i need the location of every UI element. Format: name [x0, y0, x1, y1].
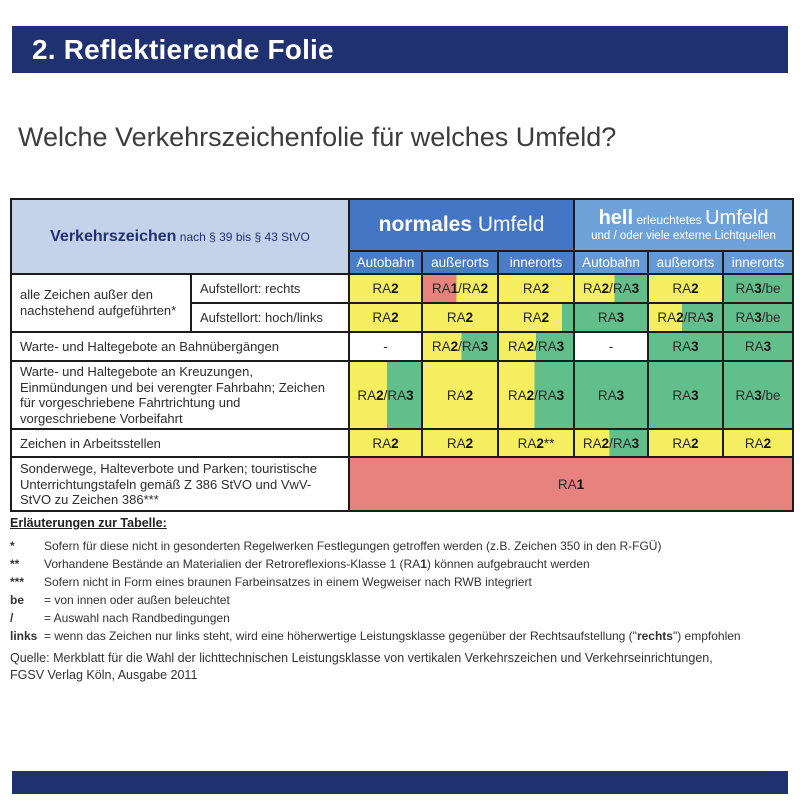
legend-title: Erläuterungen zur Tabelle:	[10, 516, 167, 530]
slide-title: 2. Reflektierende Folie	[32, 33, 334, 65]
ra-cell: RA2	[498, 303, 574, 332]
row-label: Zeichen in Arbeitsstellen	[11, 429, 349, 457]
ra-cell: RA3	[574, 361, 648, 429]
ra-cell: RA2	[349, 303, 422, 332]
column-header: außerorts	[422, 251, 498, 274]
ra-cell: RA2/RA3	[574, 274, 648, 303]
legend-marker: *	[10, 539, 15, 553]
ra-cell: -	[349, 332, 422, 361]
ra-cell: RA3/be	[723, 303, 793, 332]
ra-cell: RA2/RA3	[648, 303, 723, 332]
row-label: Warte- und Haltegebote an Bahnübergängen	[11, 332, 349, 361]
foil-table-wrapper	[10, 198, 794, 512]
ra-cell: RA2	[422, 429, 498, 457]
ra-cell: RA1	[349, 457, 793, 511]
ra-cell: RA3	[723, 332, 793, 361]
ra-cell: RA2/RA3	[574, 429, 648, 457]
legend-item	[10, 609, 792, 627]
ra-cell: RA3	[574, 303, 648, 332]
column-header: außerorts	[648, 251, 723, 274]
table-row	[11, 332, 793, 361]
ra-cell: RA2	[422, 303, 498, 332]
ra-cell: RA2/RA3	[498, 361, 574, 429]
column-header: innerorts	[498, 251, 574, 274]
source-line-2: FGSV Verlag Köln, Ausgabe 2011	[10, 668, 198, 682]
ra-cell: RA2**	[498, 429, 574, 457]
ra-cell: RA3	[648, 361, 723, 429]
row-label: Warte- und Haltegebote an Kreuzungen, Einmündungen und bei verengter Fahrbahn; Zeichen für vorgeschriebene Fahrtrichtung und vorgeschriebene Vorbeifahrt	[11, 361, 349, 429]
row-sublabel: Aufstellort: rechts	[191, 274, 349, 303]
legend-marker: /	[10, 611, 14, 625]
ra-cell: RA2	[422, 361, 498, 429]
source-line-1: Quelle: Merkblatt für die Wahl der lichttechnischen Leistungsklasse von vertikalen Verkehrszeichen und Verkehrseinrichtungen,	[10, 651, 713, 665]
table-header-row	[11, 199, 793, 251]
source-note	[10, 650, 792, 684]
ra-cell: -	[574, 332, 648, 361]
legend-text: = Auswahl nach Randbedingungen	[44, 611, 230, 625]
row-sublabel: Aufstellort: hoch/links	[191, 303, 349, 332]
page-title: Welche Verkehrszeichenfolie für welches Umfeld?	[18, 122, 617, 152]
ra-cell: RA2	[498, 274, 574, 303]
foil-table	[10, 198, 794, 512]
slide-title-bar	[12, 26, 788, 73]
footer-bar	[12, 771, 788, 794]
ra-cell: RA3	[648, 332, 723, 361]
legend-marker: **	[10, 557, 20, 571]
legend	[10, 516, 792, 645]
ra-cell: RA3/be	[723, 274, 793, 303]
column-group-hell	[574, 199, 793, 251]
ra-cell: RA2/RA3	[349, 361, 422, 429]
table-row	[11, 429, 793, 457]
corner-title: Verkehrszeichen	[50, 227, 177, 245]
table-row	[11, 361, 793, 429]
column-group-normal	[349, 199, 574, 251]
legend-marker: links	[10, 629, 38, 643]
legend-item	[10, 537, 792, 555]
legend-item	[10, 573, 792, 591]
corner-subtitle: nach § 39 bis § 43 StVO	[176, 229, 310, 244]
legend-text: = von innen oder außen beleuchtet	[44, 593, 230, 607]
column-header: Autobahn	[574, 251, 648, 274]
table-corner-header	[11, 199, 349, 274]
legend-marker: be	[10, 593, 25, 607]
row-label: alle Zeichen außer den nachstehend aufgeführten*	[11, 274, 191, 332]
column-header: innerorts	[723, 251, 793, 274]
ra-cell: RA2	[349, 274, 422, 303]
ra-cell: RA1/RA2	[422, 274, 498, 303]
legend-marker: ***	[10, 575, 25, 589]
ra-cell: RA2	[648, 429, 723, 457]
legend-item	[10, 555, 792, 573]
group-normal-rest: Umfeld	[472, 213, 545, 237]
table-row	[11, 274, 793, 303]
legend-text: = wenn das Zeichen nur links steht, wird eine höherwertige Leistungsklasse gegenüber der Rechtsaufstellung ("rechts") empfohlen	[44, 629, 741, 643]
legend-item	[10, 591, 792, 609]
group-hell-small: erleuchtetes	[633, 213, 706, 228]
group-hell-bold: hell	[598, 207, 634, 230]
row-label: Sonderwege, Halteverbote und Parken; touristische Unterrichtungstafeln gemäß Z 386 StVO und VwV-StVO zu Zeichen 386***	[11, 457, 349, 511]
legend-text: Vorhandene Bestände an Materialien der Retroreflexions-Klasse 1 (RA1) können aufgebraucht werden	[44, 557, 590, 571]
ra-cell: RA2	[648, 274, 723, 303]
legend-item	[10, 627, 792, 645]
ra-cell: RA3/be	[723, 361, 793, 429]
ra-cell: RA2/RA3	[422, 332, 498, 361]
group-hell-line2: und / oder viele externe Lichtquellen	[591, 230, 776, 243]
ra-cell: RA2/RA3	[498, 332, 574, 361]
legend-text: Sofern nicht in Form eines braunen Farbeinsatzes in einem Wegweiser nach RWB integriert	[44, 575, 532, 589]
group-hell-big: Umfeld	[705, 207, 769, 230]
ra-cell: RA2	[723, 429, 793, 457]
group-normal-bold: normales	[378, 213, 473, 237]
legend-text: Sofern für diese nicht in gesonderten Regelwerken Festlegungen getroffen werden (z.B. Zeichen 350 in den R-FGÜ)	[44, 539, 662, 553]
table-row	[11, 457, 793, 511]
column-header: Autobahn	[349, 251, 422, 274]
ra-cell: RA2	[349, 429, 422, 457]
